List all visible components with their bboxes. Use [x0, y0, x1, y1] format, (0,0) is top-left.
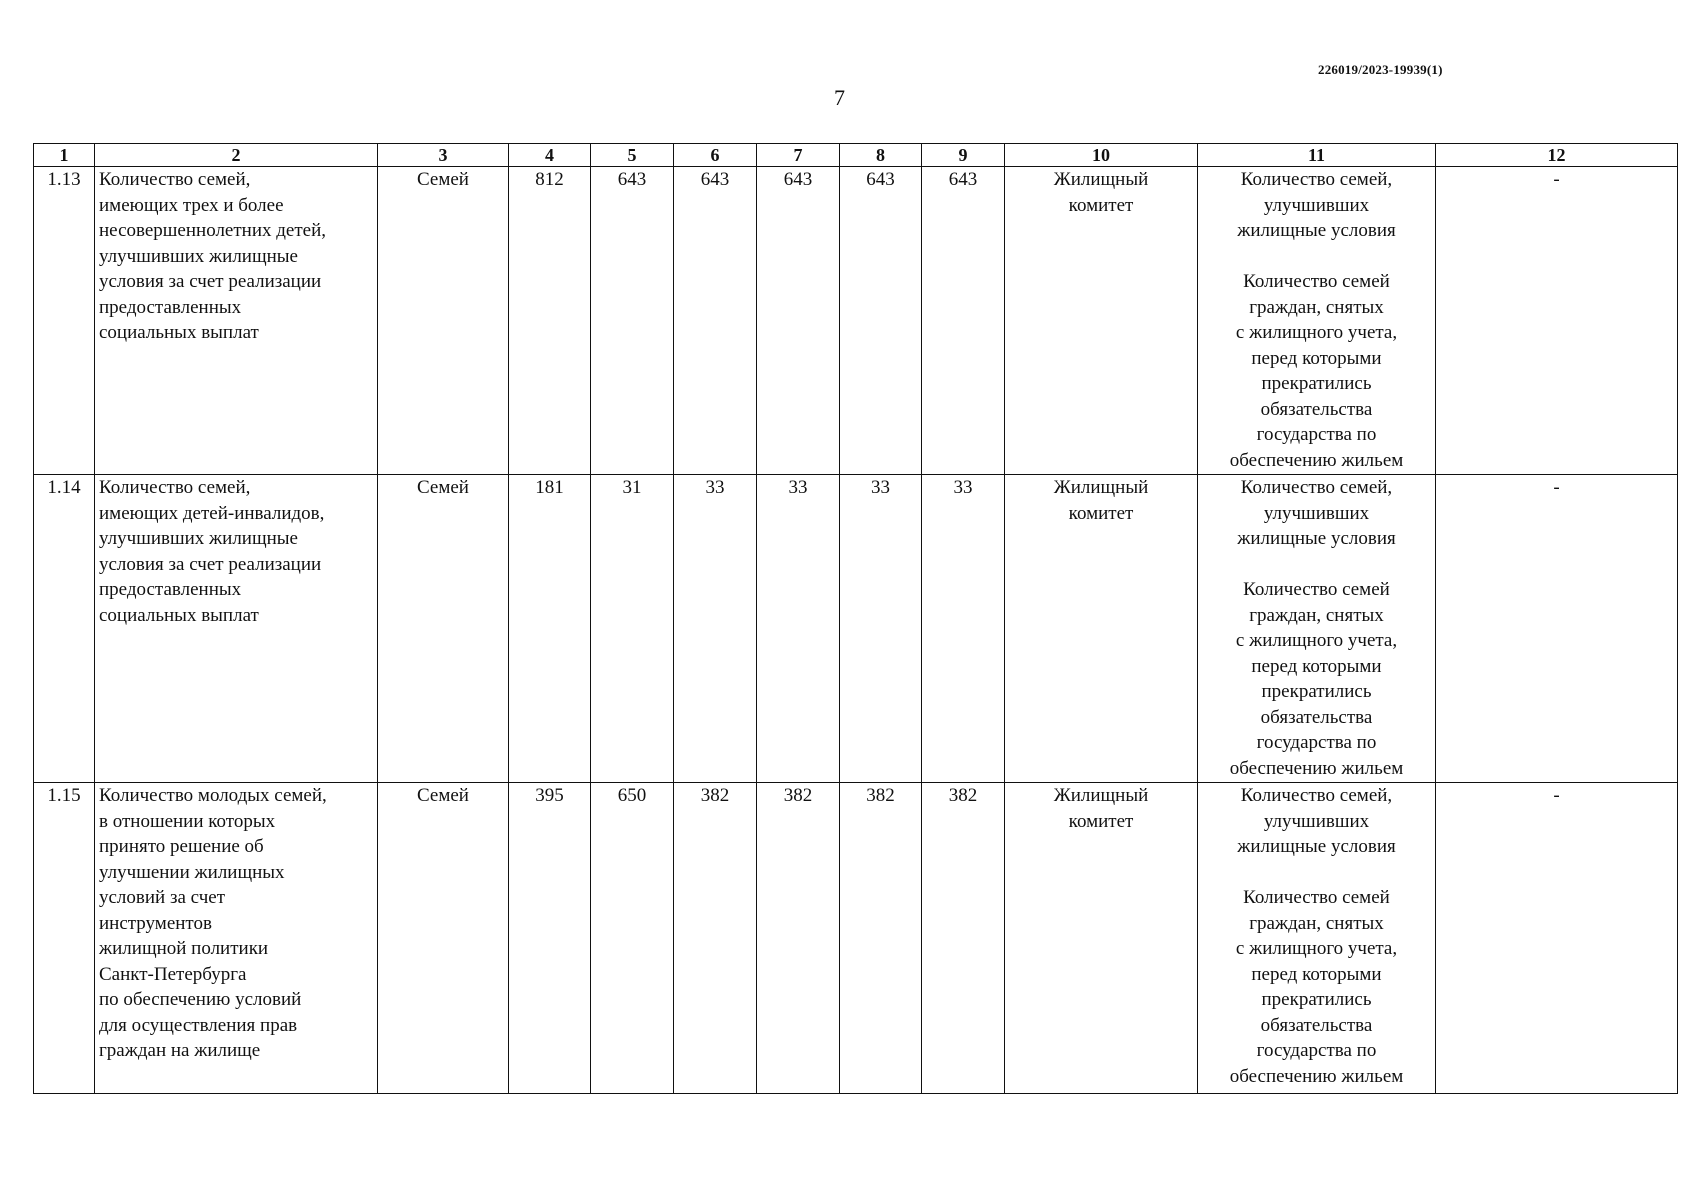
- column-header: 5: [591, 144, 674, 167]
- row-description: Количество молодых семей, в отношении которых принято решение об улучшении жилищных условий за счет инструментов жилищной политики Санкт-Петербурга по обеспечению условий для осуществления прав граждан на жилище: [95, 783, 378, 1094]
- value-cell: 382: [840, 783, 922, 1094]
- row-note: -: [1436, 167, 1678, 475]
- document-id: 226019/2023-19939(1): [1318, 62, 1443, 77]
- column-header: 12: [1436, 144, 1678, 167]
- column-header: 10: [1005, 144, 1198, 167]
- row-unit: Семей: [378, 167, 509, 475]
- header-row: [34, 144, 1678, 167]
- row-responsible: Жилищный комитет: [1005, 167, 1198, 475]
- column-header: 3: [378, 144, 509, 167]
- value-cell: 650: [591, 783, 674, 1094]
- value-cell: 382: [757, 783, 840, 1094]
- row-number: 1.15: [34, 783, 95, 1094]
- table-row: [34, 475, 1678, 783]
- column-header: 6: [674, 144, 757, 167]
- value-cell: 812: [509, 167, 591, 475]
- column-header: 4: [509, 144, 591, 167]
- table-row: [34, 167, 1678, 475]
- column-header: 2: [95, 144, 378, 167]
- value-cell: 31: [591, 475, 674, 783]
- column-header: 8: [840, 144, 922, 167]
- row-unit: Семей: [378, 783, 509, 1094]
- value-cell: 643: [840, 167, 922, 475]
- row-number: 1.14: [34, 475, 95, 783]
- column-header: 7: [757, 144, 840, 167]
- value-cell: 181: [509, 475, 591, 783]
- value-cell: 33: [757, 475, 840, 783]
- value-cell: 643: [757, 167, 840, 475]
- value-cell: 382: [674, 783, 757, 1094]
- value-cell: 33: [840, 475, 922, 783]
- row-description: Количество семей, имеющих детей-инвалидов, улучшивших жилищные условия за счет реализации предоставленных социальных выплат: [95, 475, 378, 783]
- indicators-table: [33, 143, 1678, 1094]
- value-cell: 33: [674, 475, 757, 783]
- value-cell: 382: [922, 783, 1005, 1094]
- row-indicator: Количество семей, улучшивших жилищные условия Количество семей граждан, снятых с жилищного учета, перед которыми прекратились обязательства государства по обеспечению жильем: [1198, 783, 1436, 1094]
- row-responsible: Жилищный комитет: [1005, 783, 1198, 1094]
- row-number: 1.13: [34, 167, 95, 475]
- value-cell: 643: [674, 167, 757, 475]
- value-cell: 395: [509, 783, 591, 1094]
- table-row: [34, 783, 1678, 1094]
- row-indicator: Количество семей, улучшивших жилищные условия Количество семей граждан, снятых с жилищного учета, перед которыми прекратились обязательства государства по обеспечению жильем: [1198, 475, 1436, 783]
- row-note: -: [1436, 783, 1678, 1094]
- page-number: 7: [834, 85, 845, 110]
- value-cell: 33: [922, 475, 1005, 783]
- value-cell: 643: [591, 167, 674, 475]
- row-note: -: [1436, 475, 1678, 783]
- column-header: 1: [34, 144, 95, 167]
- row-description: Количество семей, имеющих трех и более несовершеннолетних детей, улучшивших жилищные условия за счет реализации предоставленных социальных выплат: [95, 167, 378, 475]
- row-responsible: Жилищный комитет: [1005, 475, 1198, 783]
- row-unit: Семей: [378, 475, 509, 783]
- column-header: 9: [922, 144, 1005, 167]
- value-cell: 643: [922, 167, 1005, 475]
- row-indicator: Количество семей, улучшивших жилищные условия Количество семей граждан, снятых с жилищного учета, перед которыми прекратились обязательства государства по обеспечению жильем: [1198, 167, 1436, 475]
- column-header: 11: [1198, 144, 1436, 167]
